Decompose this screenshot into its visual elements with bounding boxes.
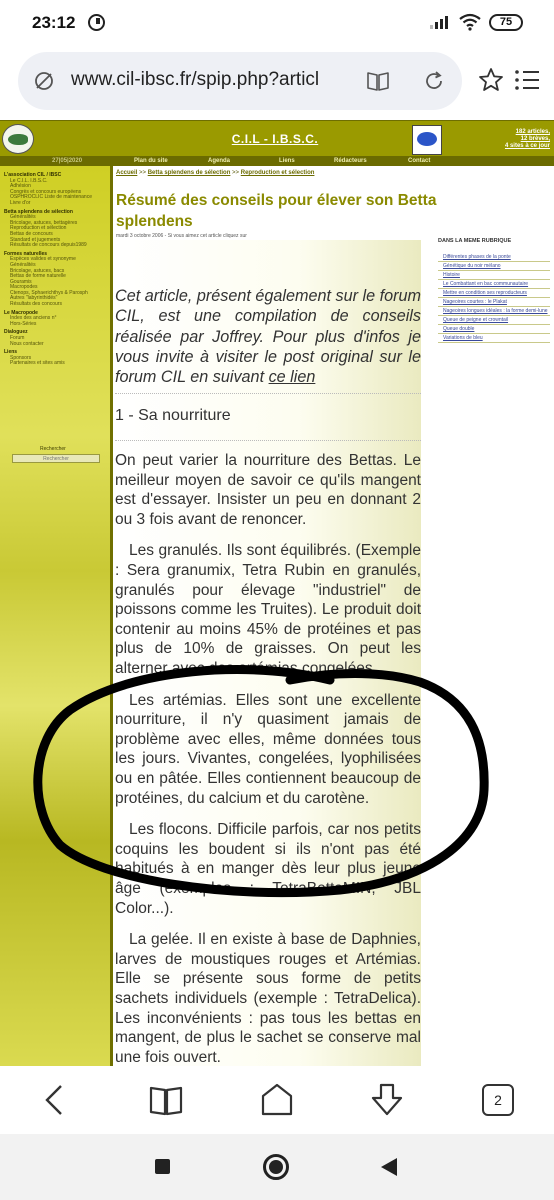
sidebar-item[interactable]: Bricolage, astuces, bacs [10, 267, 65, 274]
alarm-icon [88, 14, 105, 31]
paragraph-granules: Les granulés. Ils sont équilibrés. (Exemple : Sera granumix, Tetra Rubin en granulés, granulés pour élevage "industriel" de poissons comme les Truites). Le produit doit contenir au moins 45% de protéines et pas plus de 10% de graisses. On peut les alterner avec des artémias congelées. [115, 542, 421, 678]
stats-articles[interactable]: 182 articles, [515, 129, 550, 135]
sidebar-group[interactable]: Le Macropode [4, 309, 38, 316]
related-heading: DANS LA MEME RUBRIQUE [438, 238, 512, 244]
related-article-link[interactable]: Queue double [438, 325, 550, 334]
article-intro [115, 286, 421, 394]
sidebar-item[interactable]: Livre d'or [10, 199, 31, 206]
browser-toolbar [0, 1066, 554, 1134]
site-stats [505, 129, 550, 150]
recents-icon[interactable] [155, 1159, 170, 1174]
sidebar-group[interactable]: Liens [4, 349, 18, 356]
breadcrumb-home[interactable]: Accueil [116, 170, 138, 176]
sidebar-item[interactable]: Adhésion [10, 183, 31, 190]
paragraph-gelee: La gelée. Il en existe à base de Daphnies, larves de moustiques rouges et Artémias. Elle se présente sous forme de petits sachets individuels (exemple : TetraDelica). Les inconvénients : pas tous les bettas en mangent, de plus le sachet se conserve mal une fois ouvert. [115, 931, 421, 1066]
sidebar-item[interactable]: Ctenops, Sphaerichthys & Parosph [10, 289, 88, 296]
nav-contact[interactable]: Contact [408, 158, 431, 164]
site-info-icon[interactable] [34, 71, 54, 91]
related-article-link[interactable]: Queue de peigne et crowntail [438, 316, 550, 325]
related-article-link[interactable]: Variations de bleu [438, 334, 550, 343]
search-label: Rechercher [40, 446, 66, 452]
article-date: mardi 3 octobre 2006 - Si vous aimez cet article cliquez sur [116, 233, 247, 239]
sidebar-item[interactable]: Nous contacter [10, 340, 44, 347]
sidebar-item[interactable]: Bettas de concours [10, 230, 53, 237]
download-icon[interactable] [367, 1080, 407, 1120]
intro-text: Cet article, présent également sur le forum CIL, est une compilation de conseils réalisée par Joffrey. Pour plus d'infos je vous invite à visiter le post original sur le forum CIL en suivant [115, 287, 421, 387]
stats-breves[interactable]: 12 brèves, [520, 136, 550, 142]
sidebar-item[interactable]: Bricolage, astuces, bettagères [10, 219, 78, 226]
site-logo[interactable] [2, 124, 34, 154]
sidebar-item[interactable]: Gouramis [10, 278, 32, 285]
browser-menu-icon[interactable] [514, 69, 540, 91]
home-icon[interactable] [257, 1080, 297, 1120]
system-home-icon[interactable] [263, 1154, 289, 1180]
breadcrumb-rubrique[interactable]: Betta splendens de sélection [147, 170, 231, 176]
sidebar-group[interactable]: Betta splendens de sélection [4, 208, 73, 215]
article-title: Résumé des conseils pour élever son Betta splendens [116, 192, 437, 230]
nav-liens[interactable]: Liens [279, 158, 295, 164]
url-text[interactable]: www.cil-ibsc.fr/spip.php?articl [71, 69, 320, 90]
sidebar-item[interactable]: Partenaires et sites amis [10, 360, 65, 367]
related-list [438, 253, 550, 343]
section-heading: 1 - Sa nourriture [115, 406, 421, 441]
sidebar-item[interactable]: Résultats de concours depuis1989 [10, 242, 87, 249]
sidebar-group[interactable]: L'association CIL / IBSC [4, 172, 62, 178]
sidebar-item[interactable]: Congrès et concours européens [10, 188, 82, 195]
sidebar-menu [0, 166, 112, 367]
paragraph-flocons: Les flocons. Difficile parfois, car nos petits coquins les boudent si ils n'ont pas été habitués à en manger dès leur plus jeune âge (exemples : TetraBettaMIN, JBL Color...). [115, 821, 421, 917]
related-article-link[interactable]: Différentes phases de la ponte [438, 253, 550, 262]
related-article-link[interactable]: Le Combattant en bac communautaire [438, 280, 550, 289]
fish-logo-icon [412, 125, 442, 155]
site-title[interactable]: C.I.L - I.B.S.C. [231, 132, 319, 146]
intro-link[interactable]: ce lien [268, 368, 316, 387]
bookmark-star-icon[interactable] [478, 67, 504, 93]
sidebar-group[interactable]: Dialoguez [4, 329, 28, 336]
related-article-link[interactable]: Génétique du noir mélano [438, 262, 550, 271]
breadcrumb: Accueil >> Betta splendens de sélection >> Reproduction et sélection [116, 170, 315, 176]
date-bar: 27|05|2020 [52, 158, 83, 164]
reader-mode-icon[interactable] [366, 70, 390, 92]
site-header [0, 120, 554, 156]
nav-redacteurs[interactable]: Rédacteurs [334, 158, 367, 164]
sidebar-item[interactable]: Sponsors [10, 354, 32, 361]
related-article-link[interactable]: Nageoires courtes : le Plakat [438, 298, 550, 307]
related-article-link[interactable]: Histoire [438, 271, 550, 280]
sidebar-item[interactable]: Le C.I.L. I.B.S.C. [10, 177, 48, 184]
article-body [115, 240, 421, 1066]
sidebar-item[interactable]: Index des anciens n° [10, 315, 57, 322]
sidebar-item[interactable]: Autres "labyrinthidés" [10, 295, 58, 302]
wifi-icon [459, 13, 481, 31]
sidebar-item[interactable]: Reproduction et sélection [10, 225, 67, 232]
nav-agenda[interactable]: Agenda [208, 158, 231, 164]
sidebar-item[interactable]: Hors-Séries [10, 320, 37, 327]
reload-icon[interactable] [422, 69, 446, 93]
sidebar-item[interactable]: Généralités [10, 261, 36, 268]
tabs-button[interactable]: 2 [482, 1084, 514, 1116]
search-input[interactable] [12, 454, 100, 463]
paragraph-intro: On peut varier la nourriture des Bettas. Le meilleur moyen de savoir ce qu'ils mangent est d'essayer. Insister un peu en donnant 2 ou 3 fois avant de renoncer. [115, 452, 421, 528]
paragraph-artemias: Les artémias. Elles sont une excellente nourriture, il n'y quasiment jamais de problème avec elles, même données tous les jours. Vivantes, congelées, lyophilisées ou en pâtée. Elles contiennent beaucoup de protéines, du calcium et du carotène. [115, 691, 421, 807]
nav-plan[interactable]: Plan du site [134, 158, 168, 164]
sidebar-item[interactable]: OSPHROCLIC Liste de maintenance [10, 194, 92, 201]
status-time: 23:12 [32, 13, 76, 32]
bookmarks-icon[interactable] [146, 1080, 186, 1120]
breadcrumb-subrubrique[interactable]: Reproduction et sélection [240, 170, 315, 176]
signal-icon [430, 15, 452, 29]
battery-icon: 75 [489, 14, 523, 31]
system-back-icon[interactable] [381, 1158, 397, 1176]
status-bar [0, 0, 554, 44]
site-navbar [0, 156, 554, 166]
back-icon[interactable] [35, 1080, 75, 1120]
sidebar-item[interactable]: Espèces valides et synonyme [10, 256, 76, 263]
related-article-link[interactable]: Nageoires longues idéales : la forme demi-lune [438, 307, 550, 316]
related-articles [438, 238, 550, 343]
sidebar-item[interactable]: Macropodes [10, 284, 38, 291]
sidebar-item[interactable]: Forum [10, 335, 25, 342]
sidebar-group[interactable]: Formes naturelles [4, 250, 48, 257]
related-article-link[interactable]: Mettre en condition ses reproducteurs [438, 289, 550, 298]
site-sidebar [0, 166, 112, 1066]
web-page [0, 120, 554, 1066]
sidebar-item[interactable]: Standard et jugements [10, 236, 61, 243]
stats-sites[interactable]: 4 sites à ce jour [504, 143, 550, 149]
sidebar-item[interactable]: Résultats des concours [10, 301, 62, 308]
sidebar-item[interactable]: Bettas de forme naturelle [10, 273, 66, 280]
sidebar-divider [110, 166, 113, 1066]
sidebar-item[interactable]: Généralités [10, 214, 36, 221]
system-navigation-bar [0, 1134, 554, 1200]
address-bar[interactable] [18, 52, 462, 110]
